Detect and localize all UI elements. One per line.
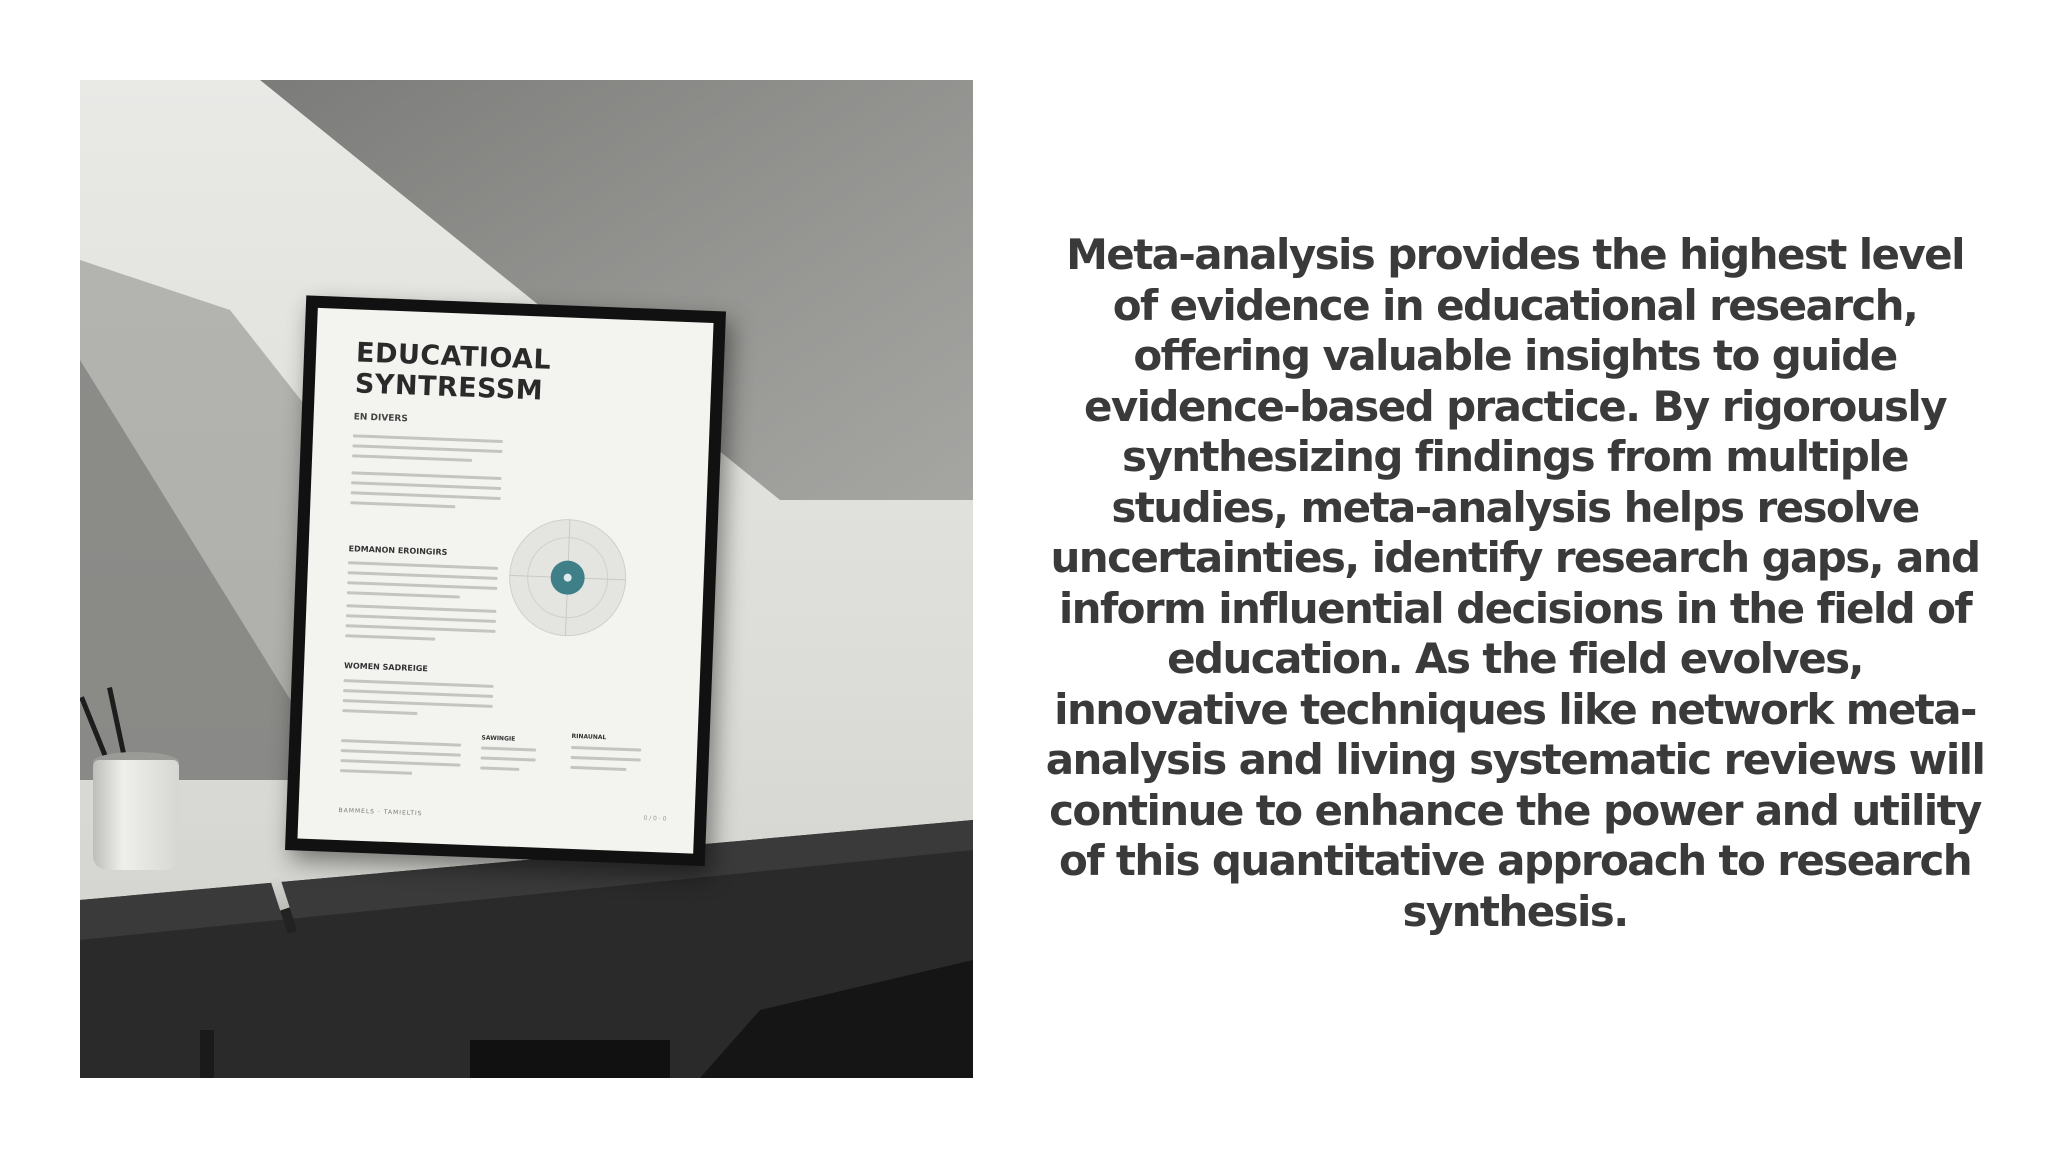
poster-title bbox=[354, 337, 551, 406]
poster-column-heading-1: SAWINGIE bbox=[481, 734, 516, 743]
poster bbox=[297, 308, 713, 854]
poster-heading-2: WOMEN SADREIGE bbox=[343, 661, 428, 674]
poster-photo bbox=[80, 80, 973, 1078]
poster-circle-diagram bbox=[490, 500, 646, 656]
poster-text-block bbox=[345, 561, 498, 650]
poster-text-block bbox=[350, 434, 503, 517]
poster-title-line1: EDUCATIOAL bbox=[355, 337, 552, 376]
poster-subtitle: EN DIVERS bbox=[353, 412, 408, 425]
poster-text-block bbox=[340, 739, 461, 784]
poster-text-block bbox=[342, 679, 493, 725]
poster-text-block bbox=[480, 746, 536, 778]
poster-footer: BAMMELS · TAMIELTIS bbox=[338, 807, 423, 818]
poster-text-block bbox=[570, 746, 641, 779]
pencil-cup bbox=[93, 760, 179, 870]
poster-heading-1: EDMANON EROINGIRS bbox=[348, 544, 448, 558]
poster-title-line2: SYNTRESSM bbox=[354, 368, 544, 407]
poster-column-heading-2: RINAUNAL bbox=[571, 732, 607, 742]
poster-page-number: 0 / 0 · 0 bbox=[643, 814, 667, 823]
body-paragraph: Meta-analysis provides the highest level of evidence in educational research, offering valuable insights to guide evidence-based practice. By rigorously synthesizing findings from multiple studies, meta-analysis helps resolve uncertainties, identify research gaps, and inform influential decisions in the field of education. As the field evolves, innovative techniques like network meta-analysis and living systematic reviews will continue to enhance the power and utility of this quantitative approach to research synthesis. bbox=[1045, 230, 1985, 936]
poster-frame bbox=[285, 295, 726, 866]
